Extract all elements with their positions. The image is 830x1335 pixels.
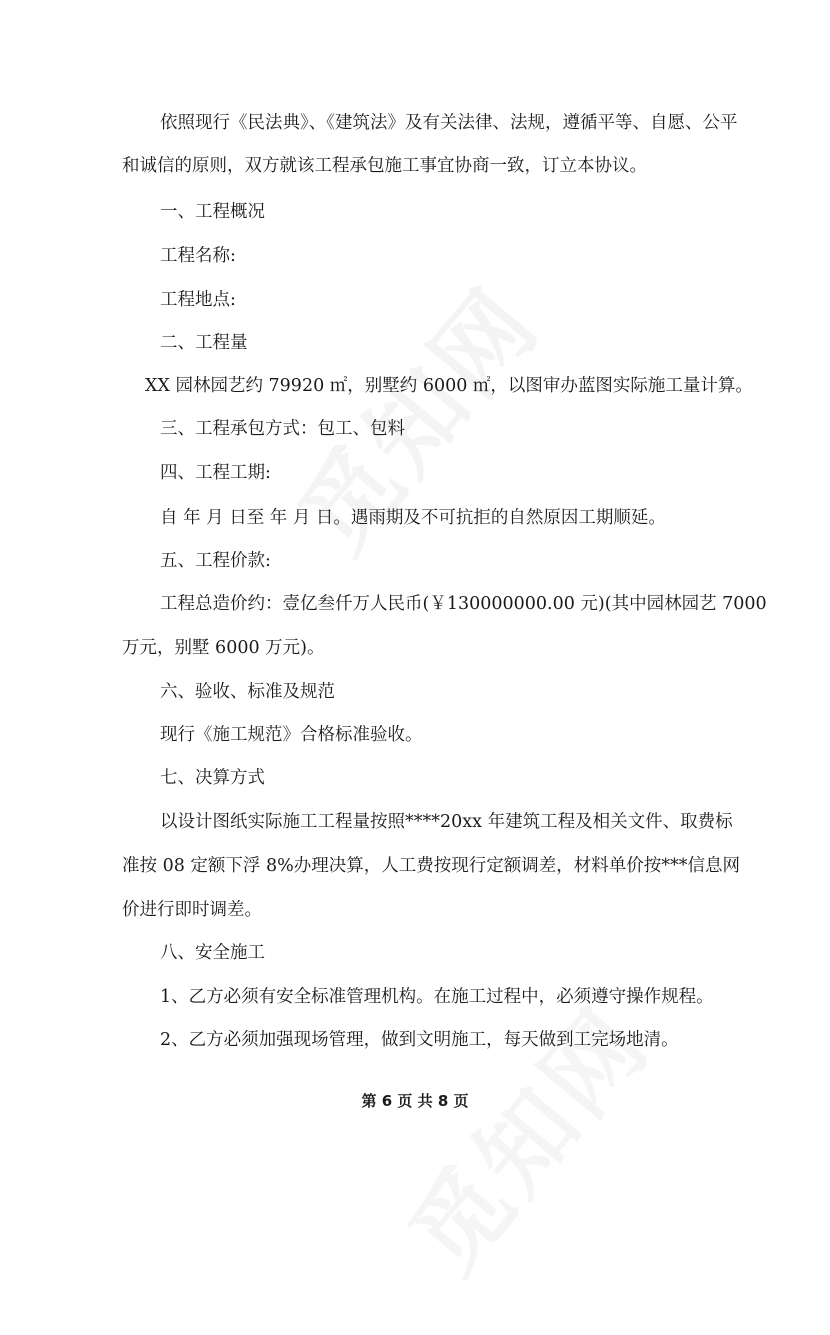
price-text-line-2: 万元，别墅 6000 万元)。 xyxy=(122,638,325,658)
safety-item-1: 1、乙方必须有安全标准管理机构。在施工过程中，必须遵守操作规程。 xyxy=(160,987,714,1007)
paragraph-intro-line-1: 依照现行《民法典》、《建筑法》及有关法律、法规，遵循平等、自愿、公平 xyxy=(160,113,738,133)
acceptance-text: 现行《施工规范》合格标准验收。 xyxy=(160,725,423,745)
section-heading-contract-method: 三、工程承包方式：包工、包料 xyxy=(160,419,405,439)
section-heading-acceptance: 六、验收、标准及规范 xyxy=(160,682,335,702)
safety-item-2: 2、乙方必须加强现场管理，做到文明施工，每天做到工完场地清。 xyxy=(160,1030,679,1050)
settlement-text-line-2: 准按 08 定额下浮 8%办理决算，人工费按现行定额调差，材料单价按***信息网 xyxy=(122,856,740,876)
paragraph-intro-line-2: 和诚信的原则，双方就该工程承包施工事宜协商一致，订立本协议。 xyxy=(122,156,647,176)
settlement-text-line-3: 价进行即时调差。 xyxy=(122,900,262,920)
section-heading-quantity: 二、工程量 xyxy=(160,333,248,353)
section-heading-price: 五、工程价款: xyxy=(160,551,271,571)
project-name-label: 工程名称: xyxy=(160,246,236,266)
duration-text: 自 年 月 日至 年 月 日。遇雨期及不可抗拒的自然原因工期顺延。 xyxy=(160,508,666,528)
page-number-footer: 第 6 页 共 8 页 xyxy=(361,1092,469,1110)
price-text-line-1: 工程总造价约：壹亿叁仟万人民币(￥130000000.00 元)(其中园林园艺 7000 xyxy=(160,594,767,614)
section-heading-safety: 八、安全施工 xyxy=(160,943,265,963)
quantity-text: XX 园林园艺约 79920 ㎡，别墅约 6000 ㎡，以图审办蓝图实际施工量计算。 xyxy=(145,376,753,396)
section-heading-settlement: 七、决算方式 xyxy=(160,768,265,788)
section-heading-duration: 四、工程工期: xyxy=(160,463,271,483)
settlement-text-line-1: 以设计图纸实际施工工程量按照****20xx 年建筑工程及相关文件、取费标 xyxy=(160,812,733,832)
section-heading-overview: 一、工程概况 xyxy=(160,202,265,222)
project-location-label: 工程地点: xyxy=(160,290,236,310)
